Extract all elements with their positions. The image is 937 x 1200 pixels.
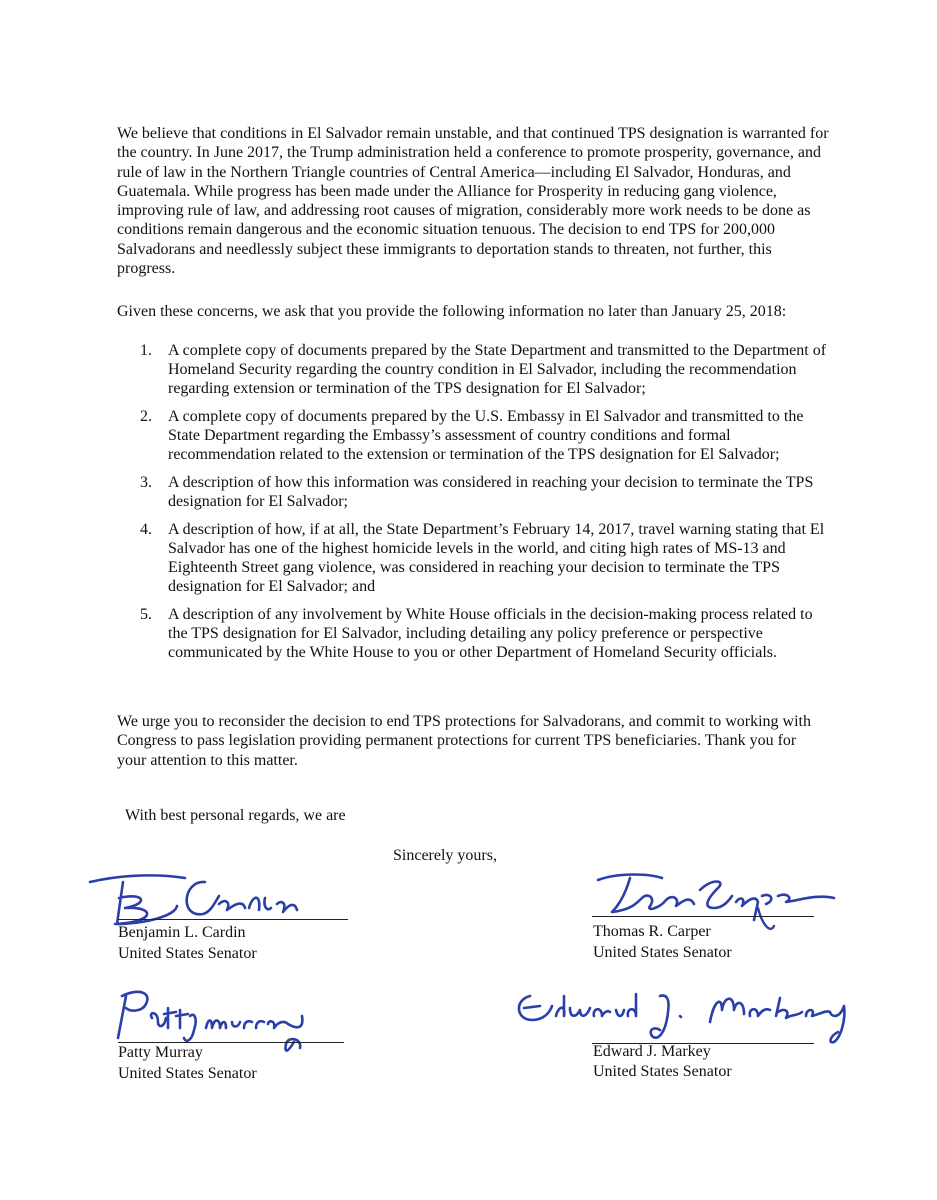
list-item-text: A complete copy of documents prepared by the State Department and transmitted to the Department of Homeland Security regarding the country condition in El Salvador, including the recommendation regarding extension or termination of the TPS designation for El Salvador;	[168, 342, 827, 397]
cardin-signature	[85, 868, 300, 930]
signatory-title: United States Senator	[593, 944, 732, 961]
body-paragraph-3: We urge you to reconsider the decision to end TPS protections for Salvadorans, and commit to working with Congress to pass legislation providing permanent protections for current TPS beneficiaries. Thank you for your attention to this matter.	[117, 713, 811, 769]
closing-line: Sincerely yours,	[393, 847, 497, 864]
request-list	[140, 341, 830, 671]
list-item-number: 5.	[140, 606, 152, 623]
list-item-text: A description of how this information was considered in reaching your decision to terminate the TPS designation for El Salvador;	[168, 474, 814, 510]
list-item	[140, 341, 830, 398]
signatory-title: United States Senator	[118, 1065, 257, 1082]
signature-line-cardin	[118, 919, 348, 920]
body-paragraph-1: We believe that conditions in El Salvador remain unstable, and that continued TPS designation is warranted for the country. In June 2017, the Trump administration held a conference to promote prosperity, governance, and rule of law in the Northern Triangle countries of Central America—including El Salvador, Honduras, and Guatemala. While progress has been made under the Alliance for Prosperity in reducing gang violence, improving rule of law, and addressing root causes of migration, considerably more work needs to be done as conditions remain dangerous and the economic situation tenuous. The decision to end TPS for 200,000 Salvadorans and needlessly subject these immigrants to deportation stands to threaten, not further, this progress.	[117, 125, 829, 278]
regards-line: With best personal regards, we are	[125, 807, 346, 824]
list-item-text: A description of any involvement by White House officials in the decision-making process related to the TPS designation for El Salvador, including detailing any policy preference or perspective communicated by the White House to you or other Department of Homeland Security officials.	[168, 606, 813, 661]
list-item	[140, 473, 830, 511]
signatory-name: Edward J. Markey	[593, 1043, 711, 1060]
signature-line-carper	[592, 916, 814, 917]
list-item	[140, 605, 830, 662]
list-item-number: 2.	[140, 408, 152, 425]
signatory-name: Benjamin L. Cardin	[118, 924, 246, 941]
list-item-text: A complete copy of documents prepared by the U.S. Embassy in El Salvador and transmitted to the State Department regarding the Embassy’s assessment of country conditions and formal recommendation related to the extension or termination of the TPS designation for El Salvador;	[168, 408, 804, 463]
signatory-title: United States Senator	[118, 945, 257, 962]
list-item-number: 3.	[140, 474, 152, 491]
list-item	[140, 407, 830, 464]
signatory-name: Thomas R. Carper	[593, 923, 711, 940]
signatory-title: United States Senator	[593, 1063, 732, 1080]
list-item-number: 4.	[140, 521, 152, 538]
body-paragraph-2: Given these concerns, we ask that you provide the following information no later than January 25, 2018:	[117, 303, 787, 320]
list-item-number: 1.	[140, 342, 152, 359]
signatory-name: Patty Murray	[118, 1044, 203, 1061]
list-item	[140, 520, 830, 596]
list-item-text: A description of how, if at all, the State Department’s February 14, 2017, travel warning stating that El Salvador has one of the highest homicide levels in the world, and citing high rates of MS-13 and Eighteenth Street gang violence, was considered in reaching your decision to terminate the TPS designation for El Salvador; and	[168, 521, 825, 595]
